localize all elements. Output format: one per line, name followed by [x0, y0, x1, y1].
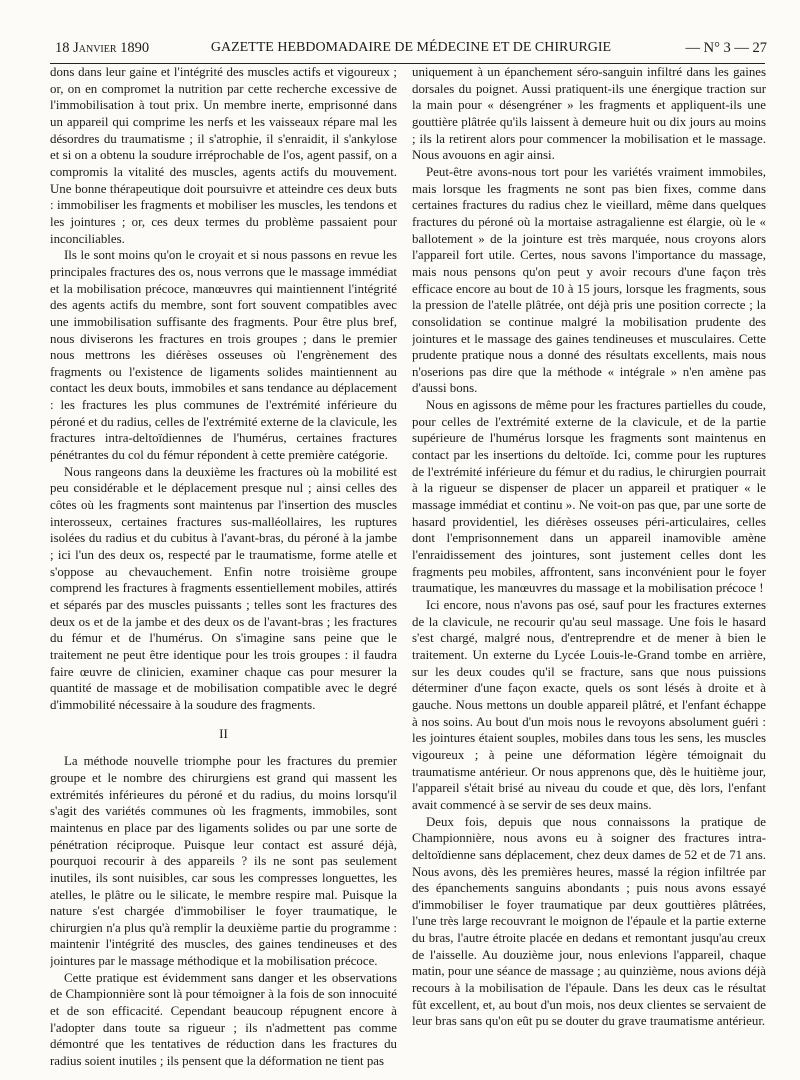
paragraph: Nous rangeons dans la deuxième les fractures où la mobilité est peu considérable et le déplacement presque nul ; ainsi celles des côtes où les fragments sont maintenus par l'insertion des muscles interosseux, certaines fractures sus-malléollaires, les ruptures isolées du radius et du cubitus à l'avant-bras, du péroné à la jambe ; ici l'un des deux os, respecté par le traumatisme, forme atelle et s'oppose au chevauchement. Enfin notre troisième groupe comprend les fractures à fragments essentiellement mobiles, attirés et séparés par des muscles puissants ; telles sont les fractures des deux os et de la jambe et des deux os de l'avant-bras ; les fractures du fémur et de l'humérus. On s'imagine sans peine que le traitement ne peut être identique pour les trois groupes : il faudra faire œuvre de clinicien, examiner chaque cas pour mesurer la quantité de massage et de mobilisation compatible avec le degré d'immobilité nécessaire à la soudure des fragments. — [50, 464, 397, 712]
paragraph: La méthode nouvelle triomphe pour les fractures du premier groupe et le nombre des chirurgiens est grand qui massent les extrémités inférieures du péroné et du radius, du moins lorsqu'il s'agit des variétés communes où les fragments, immobiles, sont maintenus en place par des ligaments solides ou par une sorte de pénétration réciproque. Puisque leur contact est assuré déjà, pourquoi recourir à des appareils ? ils ne sont pas seulement inutiles, ils sont nuisibles, car sous les compresses longuettes, les atelles, le plâtre ou le silicate, le membre respire mal. Puisque la nature s'est chargée d'immobiliser le foyer traumatique, le chirurgien n'a plus qu'à remplir la deuxième partie du programme : maintenir l'intégrité des muscles, des gaines tendineuses et des jointures par le massage méthodique et la mobilisation précoce. — [50, 754, 397, 969]
paragraph: Deux fois, depuis que nous connaissons la pratique de Championnière, nous avons eu à soigner des fractures intra-deltoïdienne sans déplacement, chez deux dames de 52 et de 71 ans. Nous avons, dès les premières heures, massé la région infiltrée par des épanchements sanguins abondants ; puis nous avons essayé d'immobiliser le foyer traumatique par deux gouttières plâtrées, l'une très large recouvrant le moignon de l'épaule et la partie externe du bras, l'autre étroite placée en dedans et remontant jusqu'au creux de l'aisselle. Au douzième jour, nous enlevions l'appareil, chaque matin, pour une séance de massage ; au quinzième, nous avions déjà recours à la mobilisation de l'épaule. Dans les deux cas le résultat fût excellent, et, au bout d'un mois, nos deux clientes se servaient de leur bras sans qu'on eût pu se douter du grave traumatisme antérieur. — [412, 814, 766, 1029]
left-column — [50, 64, 397, 1074]
paragraph: Ici encore, nous n'avons pas osé, sauf pour les fractures externes de la clavicule, ne recourir qu'au seul massage. Une fois le hasard s'est chargé, malgré nous, d'entreprendre et de mener à bien le traitement. Un externe du Lycée Louis-le-Grand tombe en arrière, sur les deux coudes qu'il se fracture, sans que nous puissions déterminer d'une façon exacte, quels os sont lésés à droite et à gauche. Nous mettons un double appareil plâtré, et l'enfant échappe à nos soins. Au bout d'un mois nous le revoyons absolument guéri : les jointures étaient souples, mobiles dans tous les sens, les muscles vigoureux ; à peine une déformation légère témoignait du traumatisme antérieur. Or nous apprenons que, dès le huitième jour, l'appareil s'était brisé au niveau du coude et que, dès lors, l'enfant avait commencé à se servir de ses deux mains. — [412, 598, 766, 812]
paragraph: uniquement à un épanchement séro-sanguin infiltré dans les gaines dorsales du poignet. Aussi pratiquent-ils une énergique traction sur la main pour « désengréner » les fragments et appliquent-ils une gouttière plâtrée qu'ils laissent à demeure huit ou dix jours au moins ; ils la retirent alors pour commencer la mobilisation et le massage. Nous avouons en agir ainsi. — [412, 65, 766, 163]
paragraph: Ils le sont moins qu'on le croyait et si nous passons en revue les principales fractures des os, nous verrons que le massage immédiat et la mobilisation précoce, manœuvres qui maintiennent l'intégrité des agents actifs du membre, sont fort souvent compatibles avec une immobilisation suffisante des fragments. Pour être plus bref, nous diviserons les fractures en trois groupes ; dans le premier nous mettrons les diérèses osseuses où l'engrènement des fragments ou l'existence de ligaments solides maintiennent au contact les deux bouts, immobiles et sans tendance au déplacement : les fractures les plus communes de l'extrémité inférieure du péroné et du radius, celles de l'extrémité externe de la clavicule, les fractures intra-deltoïdiennes de l'humérus, certaines fractures pénétrantes du col du fémur répondent à cette première catégorie. — [50, 248, 397, 463]
paragraph: Nous en agissons de même pour les fractures partielles du coude, pour celles de l'extrémité externe de la clavicule, et de la partie supérieure de l'humérus lorsque les fragments sont maintenus en contact par les insertions du deltoïde. Ici, comme pour les ruptures de l'extrémité inférieure du fémur et du radius, le chirurgien pourrait à la rigueur se dispenser de placer un appareil et pratiquer « le massage immédiat et continu ». Ne voit-on pas que, par une sorte de hasard providentiel, les diérèses osseuses péri-articulaires, celles dont l'emprisonnement dans un appareil inamovible amène l'enraidissement des jointures, sont justement celles dont les fragments peu mobiles, affrontent, sans inconvénient pour le foyer traumatique, les manœuvres du massage et la mobilisation précoce ! — [412, 398, 766, 596]
journal-title: GAZETTE HEBDOMADAIRE DE MÉDECINE ET DE CHIRURGIE — [210, 40, 612, 55]
right-column — [412, 64, 766, 1074]
section-heading: II — [219, 725, 228, 741]
page-number: — N° 3 — 27 — [685, 40, 767, 56]
running-header — [55, 36, 767, 60]
paragraph: Peut-être avons-nous tort pour les variétés vraiment immobiles, mais lorsque les fragments ne sont pas bien fixes, comme dans certaines fractures du radius chez le vieillard, même dans quelques fractures du péroné où la mortaise astragalienne est élargie, où le « ballotement » de la jointure est très marquée, nous croyons alors l'appareil fort utile. Certes, nous savons l'importance du massage, mais nous pensons qu'on peut y avoir recours d'une façon très efficace encore au bout de 10 à 15 jours, lorsque les fragments, sous la pression de l'atelle plâtrée, ont déjà pris une position correcte ; la consolidation se continue malgré la mobilisation prudente des jointures et le massage des gaines tendineuses et musculaires. Cette prudente pratique nous a donné des résultats excellents, mais nous n'oserions pas dire que la méthode « intégrale » n'en amène pas d'aussi bons. — [412, 164, 766, 396]
paragraph: dons dans leur gaine et l'intégrité des muscles actifs et vigoureux ; or, on en compromet la nutrition par cette recherche excessive de l'immobilisation à tout prix. Un membre inerte, emprisonné dans un appareil qui comprime les nerfs et les vaisseaux répare mal les désordres du traumatisme ; il s'atrophie, il s'enraidit, il s'ankylose et si on a obtenu la soudure irréprochable de l'os, agent passif, on a compromis la vitalité des muscles, agents actifs du mouvement. Une bonne thérapeutique doit poursuivre et atteindre ces deux buts : immobiliser les fragments et mobiliser les muscles, les tendons et les jointures ; or, ces deux termes du problème passaient pour inconciliables. — [50, 65, 397, 246]
issue-date: 18 Janvier 1890 — [55, 40, 150, 56]
paragraph: Cette pratique est évidemment sans danger et les observations de Championnière sont là pour témoigner à la fois de son innocuité et de son efficacité. Cependant beaucoup répugnent encore à l'adopter dans toute sa rigueur ; ils n'admettent pas comme démontré que les tentatives de réduction dans les fractures du radius soient inutiles ; ils pensent que la déformation ne tient pas — [50, 970, 397, 1069]
